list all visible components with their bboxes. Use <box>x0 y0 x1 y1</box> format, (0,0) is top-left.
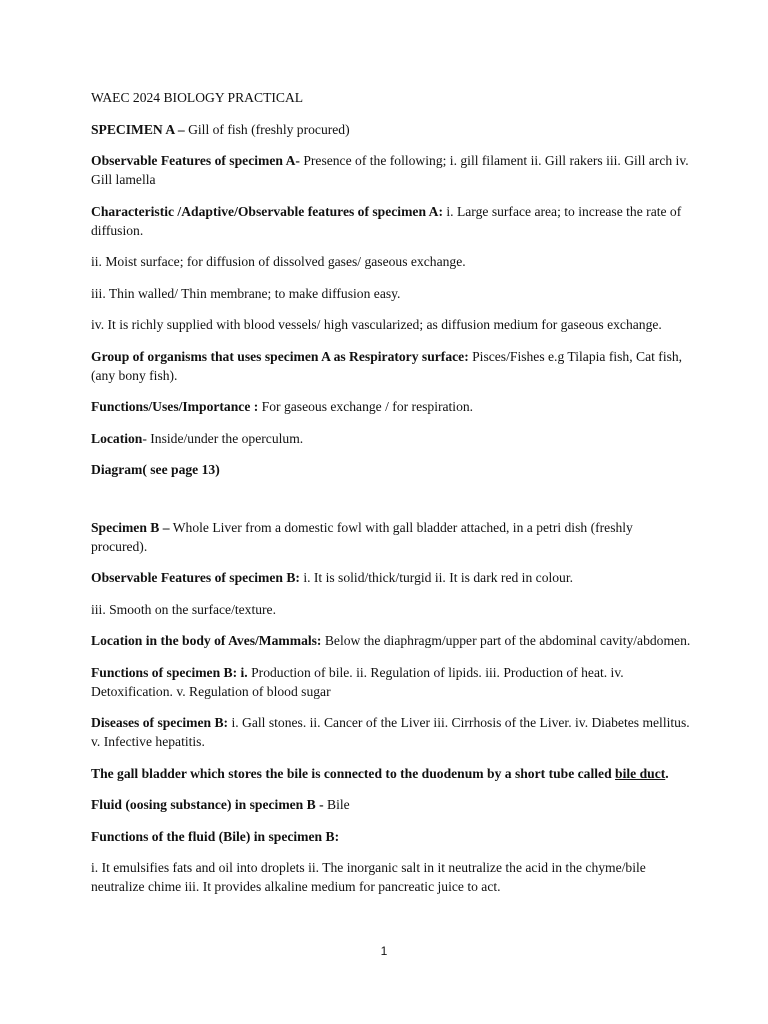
specimen-b-heading <box>91 518 691 556</box>
specimen-a-functions <box>91 397 691 416</box>
gall-bladder-statement <box>91 764 691 783</box>
specimen-a-group-text: Pisces/Fishes e.g Tilapia fish, Cat fish, (any bony fish). <box>91 348 683 383</box>
specimen-b-diseases <box>91 713 691 751</box>
specimen-a-functions-label: Functions/Uses/Importance : <box>91 399 259 414</box>
specimen-a-characteristic-label: Characteristic /Adaptive/Observable features of specimen A: <box>91 203 443 219</box>
specimen-a-characteristic-text: i. Large surface area; to increase the rate of diffusion. <box>91 203 682 238</box>
specimen-a-group-label: Group of organisms that uses specimen A as Respiratory surface: <box>91 348 469 364</box>
specimen-b-location-text: Below the diaphragm/upper part of the abdominal cavity/abdomen. <box>321 633 691 648</box>
specimen-a-diagram-reference: Diagram( see page 13) <box>91 462 220 477</box>
specimen-b-fluid <box>91 795 691 814</box>
specimen-a-observable-text: Presence of the following; i. gill filament ii. Gill rakers iii. Gill arch iv. Gill lamella <box>91 153 689 187</box>
specimen-b-fluid-label: Fluid (oosing substance) in specimen B - <box>91 797 324 812</box>
page-number: 1 <box>380 944 388 958</box>
specimen-b-functions-text: Production of bile. ii. Regulation of lipids. iii. Production of heat. iv. Detoxification. v. Regulation of blood sugar <box>91 664 624 699</box>
bile-duct-term: bile duct <box>615 765 666 781</box>
specimen-b-diseases-label: Diseases of specimen B: <box>91 715 229 730</box>
specimen-a-group <box>91 347 691 385</box>
specimen-b-description: Whole Liver from a domestic fowl with gall bladder attached, in a petri dish (freshly procured). <box>91 519 633 554</box>
specimen-a-observable-label: Observable Features of specimen A- <box>91 153 300 168</box>
specimen-a-location-label: Location <box>91 430 143 446</box>
specimen-b-functions <box>91 663 691 701</box>
fluid-functions-heading: Functions of the fluid (Bile) in specimen B: <box>91 828 340 844</box>
specimen-b-functions-label: Functions of specimen B: i. <box>91 664 248 680</box>
specimen-a-point: ii. Moist surface; for diffusion of dissolved gases/ gaseous exchange. <box>91 254 466 269</box>
gall-bladder-text: The gall bladder which stores the bile is connected to the duodenum by a short tube called <box>91 765 616 781</box>
specimen-a-location <box>91 429 691 448</box>
specimen-b-location <box>91 631 691 650</box>
specimen-a-description: Gill of fish (freshly procured) <box>184 121 350 137</box>
specimen-b-location-label: Location in the body of Aves/Mammals: <box>91 633 322 648</box>
specimen-b-label: Specimen B – <box>91 519 170 535</box>
document-page <box>91 88 691 909</box>
specimen-b-observable-label: Observable Features of specimen B: <box>91 570 300 585</box>
specimen-a-label: SPECIMEN A – <box>91 121 185 137</box>
specimen-a-observable <box>91 151 691 189</box>
specimen-b-diseases-text: i. Gall stones. ii. Cancer of the Liver iii. Cirrhosis of the Liver. iv. Diabetes mellitus. v. Infective hepatitis. <box>91 715 690 749</box>
specimen-b-fluid-text: Bile <box>323 797 350 812</box>
specimen-b-observable-text: i. It is solid/thick/turgid ii. It is dark red in colour. <box>299 570 574 585</box>
specimen-a-location-text: - Inside/under the operculum. <box>142 430 304 446</box>
specimen-b-smooth: iii. Smooth on the surface/texture. <box>91 601 276 617</box>
specimen-a-characteristic <box>91 202 691 240</box>
document-title: WAEC 2024 BIOLOGY PRACTICAL <box>91 90 304 105</box>
specimen-a-point: iii. Thin walled/ Thin membrane; to make diffusion easy. <box>91 285 401 301</box>
fluid-functions-text: i. It emulsifies fats and oil into droplets ii. The inorganic salt in it neutralize the acid in the chyme/bile neutralize chime iii. It provides alkaline medium for pancreatic juice to act. <box>91 860 646 894</box>
specimen-b-observable <box>91 568 691 587</box>
specimen-a-heading <box>91 120 691 139</box>
specimen-a-functions-text: For gaseous exchange / for respiration. <box>258 399 474 414</box>
specimen-a-point: iv. It is richly supplied with blood vessels/ high vascularized; as diffusion medium for gaseous exchange. <box>91 317 662 332</box>
gall-bladder-end: . <box>665 765 669 781</box>
section-spacer <box>91 492 691 518</box>
